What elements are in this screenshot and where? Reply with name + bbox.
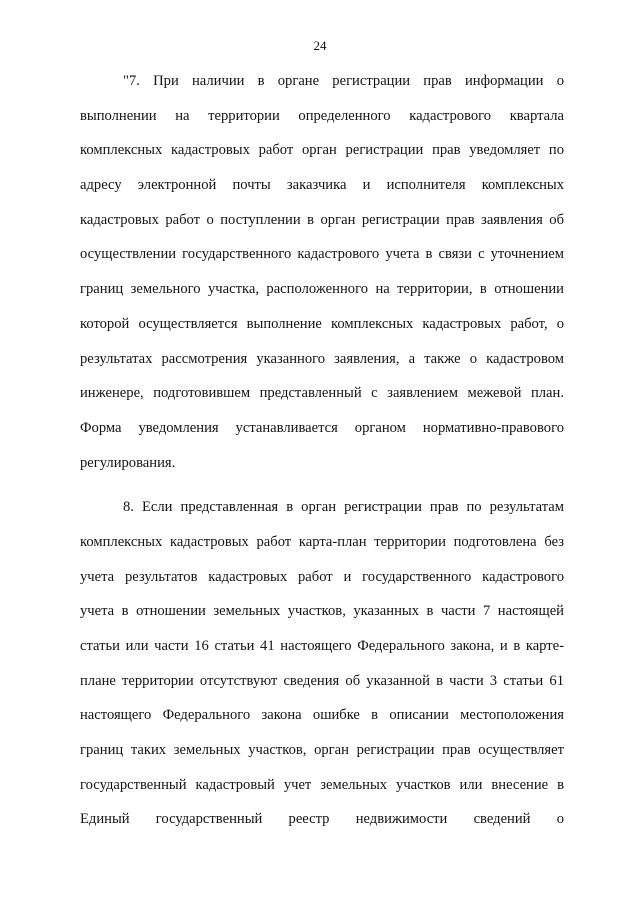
- text-line: Форма уведомления устанавливается органом нормативно-правового: [80, 419, 564, 436]
- text-line: инженере, подготовившем представленный с заявлением межевой план.: [80, 385, 564, 402]
- text-line: комплексных кадастровых работ карта-план территории подготовлена без: [80, 533, 564, 550]
- text-line: "7. При наличии в органе регистрации прав информации о: [123, 73, 564, 89]
- text-line: статьи или части 16 статьи 41 настоящего Федерального закона, и в карте-: [80, 638, 564, 654]
- text-line: результатах рассмотрения указанного заявления, а также о кадастровом: [80, 350, 564, 367]
- text-line: учета в отношении земельных участков, указанных в части 7 настоящей: [80, 603, 564, 620]
- text-line: которой осуществляется выполнение комплексных кадастровых работ, о: [80, 315, 564, 332]
- paragraph-gap: [80, 480, 564, 490]
- text-line: 8. Если представленная в орган регистрации прав по результатам: [123, 499, 564, 516]
- text-line: адресу электронной почты заказчика и исполнителя комплексных: [80, 177, 564, 194]
- text-line: плане территории отсутствуют сведения об указанной в части 3 статьи 61: [80, 672, 564, 689]
- text-line: комплексных кадастровых работ орган регистрации прав уведомляет по: [80, 142, 564, 159]
- text-line: учета результатов кадастровых работ и государственного кадастрового: [80, 568, 564, 585]
- text-line: границ таких земельных участков, орган регистрации прав осуществляет: [80, 742, 564, 759]
- document-body: [80, 64, 564, 837]
- paragraph-p8: [80, 490, 564, 837]
- text-line: осуществлении государственного кадастрового учета в связи с уточнением: [80, 246, 564, 263]
- text-line: настоящего Федерального закона ошибке в описании местоположения: [80, 707, 564, 724]
- text-line: кадастровых работ о поступлении в орган регистрации прав заявления об: [80, 211, 564, 228]
- paragraph-p7: [80, 64, 564, 480]
- page-number: 24: [313, 38, 327, 53]
- text-line: Единый государственный реестр недвижимости сведений о: [80, 811, 564, 828]
- text-line: выполнении на территории определенного кадастрового квартала: [80, 107, 564, 124]
- text-line: границ земельного участка, расположенного на территории, в отношении: [80, 281, 564, 298]
- text-line: государственный кадастровый учет земельных участков или внесение в: [80, 776, 564, 793]
- text-line: регулирования.: [80, 454, 176, 471]
